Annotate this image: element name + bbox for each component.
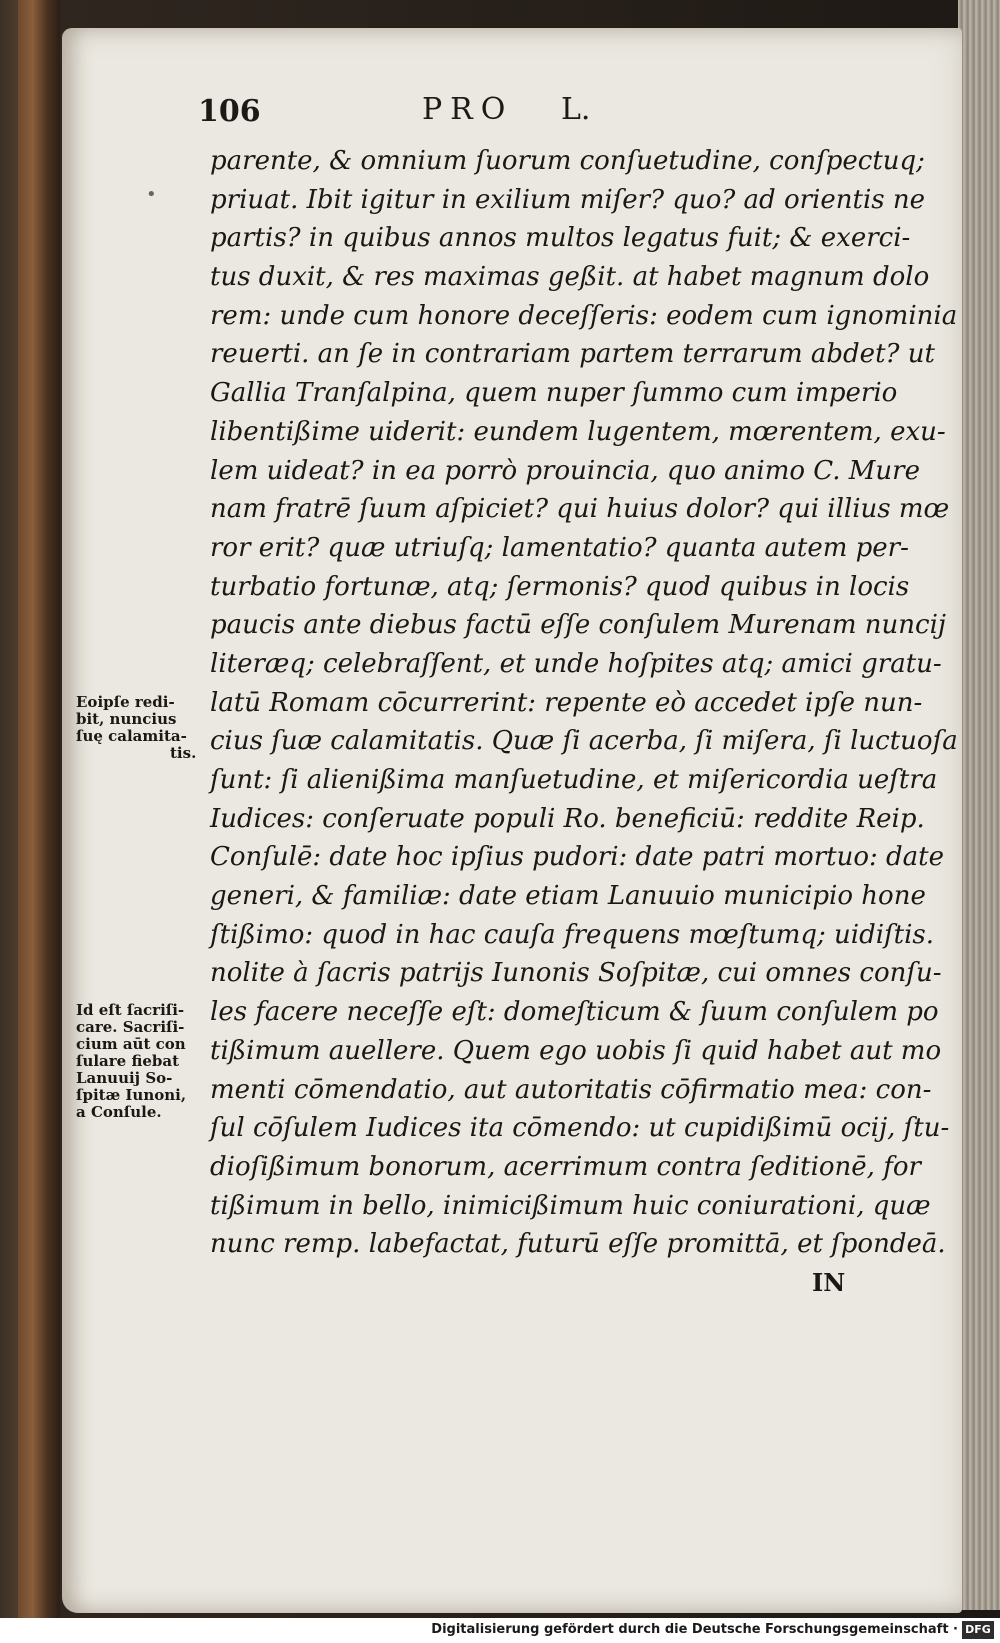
margin-note-line: ſpitæ Iunoni, bbox=[76, 1086, 187, 1104]
text-line: literæq; celebraſſent, et unde hoſpites atq; amici gratu- bbox=[210, 648, 942, 679]
running-head bbox=[198, 90, 818, 134]
margin-note-line: a Conſule. bbox=[76, 1103, 162, 1121]
text-line: tißimum in bello, inimicißimum huic coniurationi, quæ bbox=[210, 1190, 931, 1221]
text-line: ſtißimo: quod in hac cauſa frequens mœſtumq; uidiſtis. bbox=[210, 919, 935, 950]
text-line: partis? in quibus annos multos legatus fuit; & exerci- bbox=[210, 223, 911, 254]
text-line: ror erit? quæ utriuſq; lamentatio? quanta autem per- bbox=[210, 532, 909, 563]
text-line: generi, & familiæ: date etiam Lanuuio municipio hone bbox=[210, 881, 926, 912]
margin-note-line: ſulare fiebat bbox=[76, 1052, 180, 1070]
margin-note-line: Lanuuij So- bbox=[76, 1069, 173, 1087]
dfg-logo: DFG bbox=[962, 1621, 994, 1639]
text-line: les facere neceſſe eſt: domeſticum & ſuum conſulem po bbox=[210, 997, 939, 1028]
page-number: 106 bbox=[198, 94, 261, 129]
text-line: tißimum auellere. Quem ego uobis ſi quid habet aut mo bbox=[210, 1035, 942, 1066]
footer-bar bbox=[0, 1618, 1000, 1643]
margin-note-line: care. Sacriſi- bbox=[76, 1018, 185, 1036]
margin-mark: • bbox=[146, 184, 157, 205]
text-line: nam fratrē ſuum aſpiciet? qui huius dolor? qui illius mœ bbox=[210, 494, 950, 525]
margin-note-2 bbox=[76, 1002, 200, 1121]
text-line: Conſulē: date hoc ipſius pudori: date patri mortuo: date bbox=[210, 842, 944, 873]
margin-note-line: tis. bbox=[170, 744, 197, 762]
text-line: reuerti. an ſe in contrariam partem terrarum abdet? ut bbox=[210, 339, 935, 370]
text-line: parente, & omnium ſuorum conſuetudine, conſpectuq; bbox=[210, 146, 925, 176]
main-text bbox=[210, 142, 958, 1264]
text-line: priuat. Ibit igitur in exilium miſer? quo? ad orientis ne bbox=[210, 184, 925, 215]
margin-note-line: ſuę calamita- bbox=[76, 727, 187, 745]
text-line: ſul cōſulem Iudices ita cōmendo: ut cupidißimū ocij, ſtu- bbox=[210, 1113, 950, 1144]
margin-note-line: Id eſt ſacriſi- bbox=[76, 1001, 185, 1019]
page-edges bbox=[958, 0, 1000, 1610]
running-title: PRO bbox=[422, 92, 514, 127]
text-line: nunc remp. labefactat, futurū eſſe promittā, et ſpondeā. bbox=[210, 1229, 946, 1260]
text-line: dioſißimum bonorum, acerrimum contra ſeditionē, for bbox=[210, 1151, 921, 1182]
margin-note-line: bit, nuncius bbox=[76, 710, 177, 728]
margin-note-1 bbox=[76, 694, 200, 762]
funding-credit: Digitalisierung gefördert durch die Deutsche Forschungsgemeinschaft · bbox=[431, 1622, 958, 1637]
running-title-cont: L. bbox=[561, 92, 591, 127]
text-line: Iudices: conſeruate populi Ro. beneficiū: reddite Reip. bbox=[210, 803, 925, 834]
book-spine bbox=[18, 0, 60, 1643]
text-line: rem: unde cum honore deceſſeris: eodem cum ignominia bbox=[210, 300, 958, 331]
margin-note-line: cium aūt con bbox=[76, 1035, 186, 1053]
text-line: libentißime uiderit: eundem lugentem, mœrentem, exu- bbox=[210, 416, 946, 447]
margin-note-line: Eoipſe redi- bbox=[76, 693, 175, 711]
catchword: IN bbox=[812, 1268, 846, 1297]
text-line: Gallia Tranſalpina, quem nuper ſummo cum imperio bbox=[210, 378, 898, 409]
text-line: lem uideat? in ea porrò prouincia, quo animo C. Mure bbox=[210, 455, 920, 486]
text-line: tus duxit, & res maximas geßit. at habet magnum dolo bbox=[210, 262, 930, 293]
text-line: menti cōmendatio, aut autoritatis cōfirmatio mea: con- bbox=[210, 1074, 932, 1105]
text-line: ſunt: ſi alienißima manſuetudine, et miſericordia ueſtra bbox=[210, 765, 938, 795]
text-line: turbatio fortunæ, atq; ſermonis? quod quibus in locis bbox=[210, 571, 910, 602]
text-line: paucis ante diebus factū eſſe conſulem Murenam nuncij bbox=[210, 610, 946, 641]
text-line: nolite à ſacris patrijs Iunonis Soſpitæ, cui omnes conſu- bbox=[210, 958, 942, 989]
text-line: latū Romam cōcurrerint: repente eò accedet ipſe nun- bbox=[210, 687, 923, 718]
text-line: cius ſuæ calamitatis. Quæ ſi acerba, ſi miſera, ſi luctuoſa bbox=[210, 726, 958, 757]
